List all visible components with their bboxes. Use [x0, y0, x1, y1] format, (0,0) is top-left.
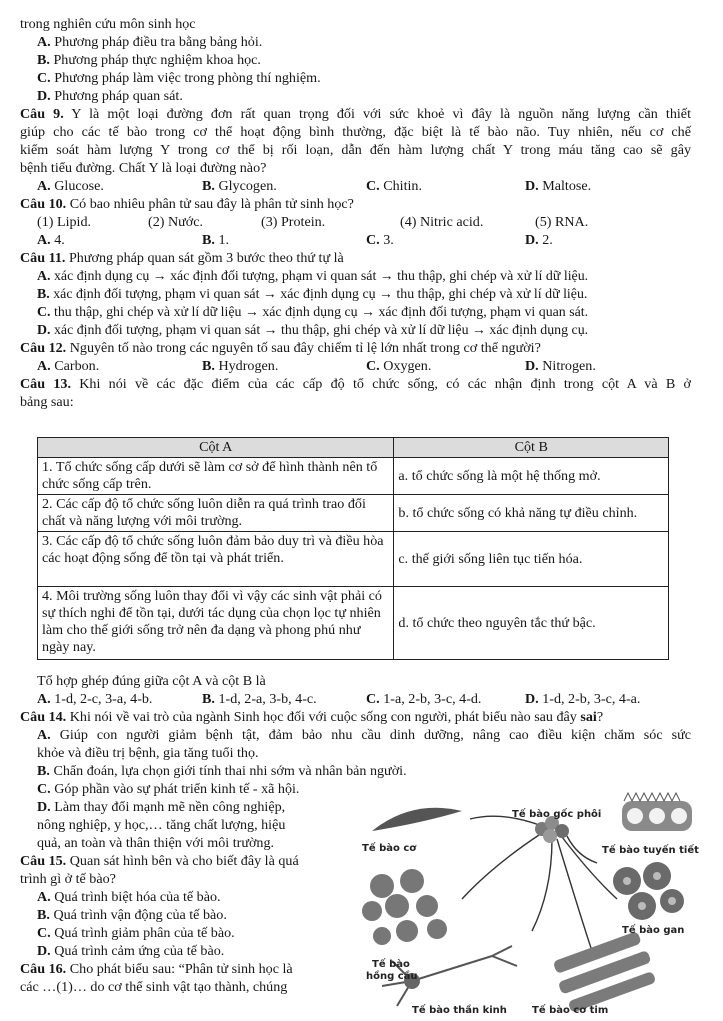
table-row	[38, 532, 669, 587]
q11-option-a: A. xác định dụng cụ → xác định đối tượng, phạm vi quan sát → thu thập, ghi chép và xử lí dữ liệu.	[37, 269, 589, 284]
table-row	[38, 458, 669, 495]
cell-a: 2. Các cấp độ tổ chức sống luôn diễn ra quá trình trao đổi chất và năng lượng với môi trường.	[38, 495, 394, 532]
table-header-row	[38, 438, 669, 458]
q15-stem-line-1: Câu 15. Quan sát hình bên và cho biết đây là quá	[20, 853, 299, 869]
heart-muscle-cell-icon	[553, 931, 657, 1013]
q10-item-2: (2) Nước.	[148, 214, 204, 230]
q10-option-a: A. 4.	[37, 232, 65, 248]
q11-option-d: D. xác định đối tượng, phạm vi quan sát → thu thập, ghi chép và xử lí dữ liệu → xác định dụng cụ.	[37, 323, 589, 338]
q14-option-d-line-1: D. Làm thay đổi mạnh mẽ nền công nghiệp,	[37, 799, 286, 815]
q11-option-c: C. thu thập, ghi chép và xử lí dữ liệu → xác định dụng cụ → xác định đối tượng, phạm vi quan sát.	[37, 305, 589, 320]
q9-option-d: D. Maltose.	[525, 178, 592, 194]
q8-option-a: A. Phương pháp điều tra bằng bảng hỏi.	[37, 34, 263, 50]
q13-table	[37, 437, 669, 660]
q13-option-a: A. 1-d, 2-c, 3-a, 4-b.	[37, 691, 153, 707]
q12-option-b: B. Hydrogen.	[202, 358, 279, 374]
q14-option-b: B. Chẩn đoán, lựa chọn giới tính thai nhi sớm và nhân bản người.	[37, 763, 407, 779]
q13-after: Tổ hợp ghép đúng giữa cột A và cột B là	[37, 673, 266, 689]
arrows	[462, 816, 617, 951]
header-col-a: Cột A	[38, 438, 394, 458]
cell-differentiation-figure	[352, 781, 700, 1017]
q15-option-d: D. Quá trình cảm ứng của tế bào.	[37, 943, 225, 959]
q16-line-2: các …(1)… do cơ thể sinh vật tạo thành, chúng	[20, 979, 288, 995]
red-blood-cell-icon	[362, 869, 447, 945]
q10-item-3: (3) Protein.	[261, 214, 326, 230]
q9-stem-line-1: Câu 9. Y là một loại đường đơn rất quan trọng đối với sức khoẻ vì đây là nguồn năng lượng cần thiết	[20, 106, 691, 122]
q8-option-d: D. Phương pháp quan sát.	[37, 88, 183, 104]
table-row	[38, 495, 669, 532]
cell-a: 3. Các cấp độ tổ chức sống luôn đảm bảo duy trì và điều hòa các hoạt động sống để tồn tại và phát triển.	[38, 532, 394, 587]
table-row	[38, 587, 669, 660]
q14-option-d-line-2: nông nghiệp, y học,… tăng chất lượng, hiệu	[37, 817, 286, 833]
q12-stem: Câu 12. Nguyên tố nào trong các nguyên tố sau đây chiếm tỉ lệ lớn nhất trong cơ thể người?	[20, 340, 541, 356]
cell-a: 4. Môi trường sống luôn thay đổi vì vậy các sinh vật phải có sự thích nghi để tồn tại, dưới tác dụng của chọn lọc tự nhiên làm cho thế giới sống trở nên đa dạng và phong phú như ngày nay.	[38, 587, 394, 660]
q13-stem-line-1: Câu 13. Khi nói về các đặc điểm của các cấp độ tổ chức sống, có các nhận định trong cột A và B ở	[20, 376, 691, 392]
q14-option-a-line-2: khỏe và điều trị bệnh, gia tăng tuổi thọ.	[37, 745, 259, 761]
label-stem-cell: Tế bào gốc phôi	[512, 809, 602, 820]
q11-stem: Câu 11. Phương pháp quan sát gồm 3 bước theo thứ tự là	[20, 250, 344, 266]
q10-item-1: (1) Lipid.	[37, 214, 92, 230]
q9-option-b: B. Glycogen.	[202, 178, 277, 194]
q9-stem-line-2: giúp cho các tế bào trong cơ thể hoạt động bình thường, đặc biệt là tế bào não. Tuy nhiên, nếu cơ chế	[20, 124, 691, 140]
label-rbc-1: Tế bào	[372, 959, 410, 970]
cell-b: d. tổ chức theo nguyên tắc thứ bậc.	[394, 587, 669, 660]
q9-option-a: A. Glucose.	[37, 178, 104, 194]
label-liver-cell: Tế bào gan	[622, 925, 685, 936]
q16-line-1: Câu 16. Cho phát biểu sau: “Phân tử sinh học là	[20, 961, 293, 977]
q9-stem-line-4: bệnh tiểu đường. Chất Y là loại đường nào?	[20, 160, 267, 176]
q13-stem-line-2: bảng sau:	[20, 394, 74, 410]
q13-option-b: B. 1-d, 2-a, 3-b, 4-c.	[202, 691, 317, 707]
q10-stem: Câu 10. Có bao nhiêu phân tử sau đây là phân tử sinh học?	[20, 196, 354, 212]
q14-stem: Câu 14. Khi nói về vai trò của ngành Sinh học đối với cuộc sống con người, phát biểu nào sau đây sai?	[20, 709, 604, 725]
q13-option-d: D. 1-d, 2-b, 3-c, 4-a.	[525, 691, 641, 707]
label-nerve-cell: Tế bào thần kinh	[412, 1005, 507, 1016]
cell-b: c. thế giới sống liên tục tiến hóa.	[394, 532, 669, 587]
header-col-b: Cột B	[394, 438, 669, 458]
q9-option-c: C. Chitin.	[366, 178, 422, 194]
label-muscle-cell: Tế bào cơ	[362, 843, 417, 854]
q10-option-d: D. 2.	[525, 232, 553, 248]
q15-option-c: C. Quá trình giảm phân của tế bào.	[37, 925, 235, 941]
q10-option-c: C. 3.	[366, 232, 394, 248]
q15-option-b: B. Quá trình vận động của tế bào.	[37, 907, 227, 923]
q15-option-a: A. Quá trình biệt hóa của tế bào.	[37, 889, 221, 905]
q14-option-d-line-3: quả, an toàn và thân thiện với môi trường.	[37, 835, 275, 851]
q8-option-c: C. Phương pháp làm việc trong phòng thí nghiệm.	[37, 70, 321, 86]
label-rbc-2: hồng cầu	[366, 971, 418, 982]
q12-option-d: D. Nitrogen.	[525, 358, 596, 374]
q14-option-a-line-1: A. Giúp con người giảm bệnh tật, đảm bảo nhu cầu dinh dưỡng, nâng cao điều kiện chăm sóc sức	[37, 727, 691, 743]
cell-a: 1. Tổ chức sống cấp dưới sẽ làm cơ sở để hình thành nên tổ chức sống cấp trên.	[38, 458, 394, 495]
q12-option-c: C. Oxygen.	[366, 358, 432, 374]
cell-b: b. tổ chức sống có khả năng tự điều chỉnh.	[394, 495, 669, 532]
muscle-cell-icon	[372, 808, 462, 831]
q12-option-a: A. Carbon.	[37, 358, 100, 374]
cell-b: a. tổ chức sống là một hệ thống mở.	[394, 458, 669, 495]
q14-option-c: C. Góp phần vào sự phát triển kinh tế - xã hội.	[37, 781, 300, 797]
q10-item-4: (4) Nitric acid.	[400, 214, 484, 230]
q9-stem-line-3: kiểm soát hàm lượng Y trong cơ thể bị rối loạn, dẫn đến hàm lượng chất Y trong máu tăng cao sẽ gây	[20, 142, 691, 158]
q10-item-5: (5) RNA.	[535, 214, 589, 230]
q8-option-b: B. Phương pháp thực nghiệm khoa học.	[37, 52, 261, 68]
label-heart-cell: Tế bào cơ tim	[532, 1005, 609, 1016]
label-gland-cell: Tế bào tuyến tiết	[602, 845, 699, 856]
q11-option-b: B. xác định đối tượng, phạm vi quan sát → xác định dụng cụ → thu thập, ghi chép và xử lí dữ liệu.	[37, 287, 588, 302]
q10-option-b: B. 1.	[202, 232, 230, 248]
gland-cell-icon	[622, 793, 692, 831]
liver-cell-icon	[613, 862, 684, 920]
q13-option-c: C. 1-a, 2-b, 3-c, 4-d.	[366, 691, 482, 707]
intro-line: trong nghiên cứu môn sinh học	[20, 16, 196, 32]
q15-stem-line-2: trình gì ở tế bào?	[20, 871, 116, 887]
